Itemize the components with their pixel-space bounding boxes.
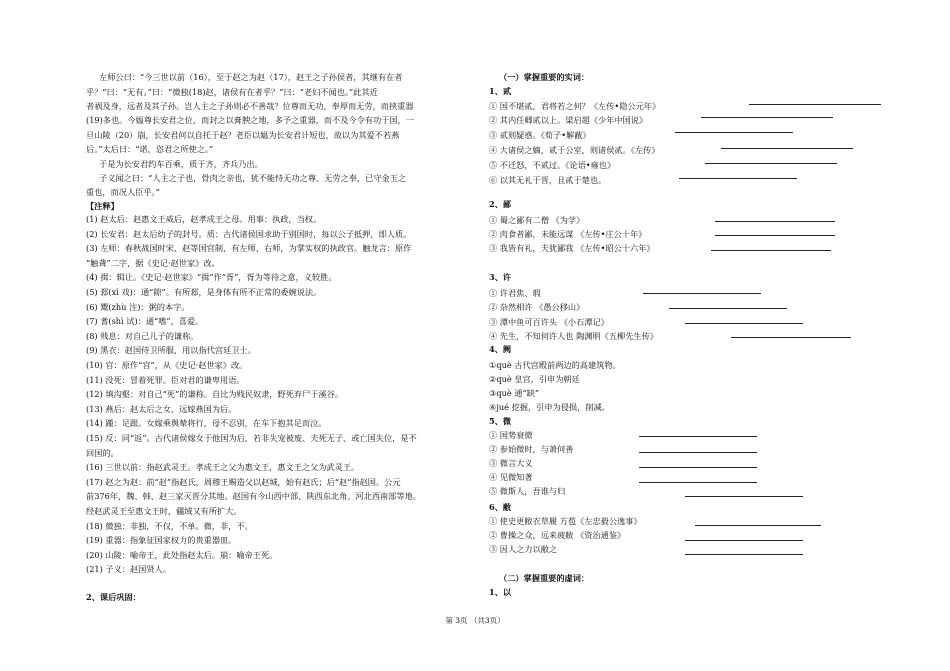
example-line: ① 蜀之鄙有二僧 《为学》 (489, 215, 585, 225)
passage-line: 乎？”曰：“无有。”曰：“微独(18)赵，诸侯有在者乎？”曰：“老妇不闻也。”此其近 (86, 87, 378, 97)
annotation-line: (19) 重器：指象征国家权力的贵重器皿。 (86, 535, 237, 546)
annotation-line: (2) 长安君：赵太后幼子的封号。质：古代诸侯国求助于别国时，每以公子抵押，即人质。 (86, 228, 412, 239)
annotation-line: (21) 子义：赵国贤人。 (86, 564, 171, 575)
answer-blank-line[interactable] (639, 452, 757, 453)
example-line: ⑤ 微斯人，吾谁与归 (489, 486, 566, 496)
answer-blank-line[interactable] (639, 467, 757, 468)
annotation-line: (3) 左师：春秋战国时宋、赵等国官制，有左师、右师，为掌实权的执政官。触龙言：原作 (86, 243, 412, 254)
annotation-line: (6) 鬻(zhù 注)：粥的本字。 (86, 301, 190, 312)
answer-blank-line[interactable] (731, 337, 851, 338)
answer-blank-line[interactable] (705, 163, 837, 164)
group-title-2: 3、许 (489, 272, 512, 282)
example-line: ③ 贰则疑惑。《荀子•解蔽》 (489, 130, 591, 140)
section-heading: （一）掌握重要的实词： (499, 72, 590, 82)
group-title-5: 6、敝 (489, 502, 512, 512)
answer-blank-line[interactable] (685, 496, 803, 497)
example-line: ① 国不堪贰，君将若之何？《左传•隐公元年》 (489, 101, 661, 111)
passage-line: 左师公曰：“今三世以前（16），至于赵之为赵（17），赵王之子孙侯者，其继有在者 (99, 72, 403, 82)
group-title-3: 4、阙 (489, 344, 512, 354)
annotation-line: 前376年，魏、韩、赵三家灭晋分其地。赵国有今山西中部、陕西东北角、河北西南部等地。 (86, 491, 421, 502)
annotation-line: (5) 郄(xì 戏)：通“隙”。有所郄，是身体有所不正常的委婉说法。 (86, 287, 322, 297)
answer-blank-line[interactable] (721, 148, 853, 149)
annotation-line: 经赵武灵王至惠文王时，疆域又有所扩大。 (86, 506, 242, 516)
annotation-line: (4) 揖：辑让。《史记·赵世家》“揖”作“胥”，胥为等待之意，义较胜。 (86, 272, 337, 283)
answer-blank-line[interactable] (639, 436, 757, 437)
answer-blank-line[interactable] (695, 525, 821, 526)
annotation-line: (15) 反：同“返”。古代诸侯嫁女于他国为后，若非失宠被废、夫死无子、或亡国失位，是不 (86, 433, 417, 443)
answer-blank-line[interactable] (685, 554, 803, 555)
group-title-1: 2、鄙 (489, 199, 512, 209)
annotation-line: (16) 三世以前：指赵武灵王。孝成王之父为惠文王，惠文王之父为武灵王。 (86, 462, 360, 473)
annotation-line: (12) 填沟壑：对自己“死”的谦称。自比为贱民奴隶，野死弃尸于溪谷。 (86, 389, 344, 400)
example-line: ④ 大诸侯之嫡，贰于公室，则诸侯贰。《左传》 (489, 145, 660, 155)
example-line: ① 使史更敝衣草履 方苞《左忠毅公逸事》 (489, 516, 642, 526)
passage-line: 于是为长安君约车百乘，质于齐，齐兵乃出。 (99, 159, 263, 169)
answer-blank-line[interactable] (685, 540, 803, 541)
example-line: ② 肉食者鄙，未能远谋 《左传•庄公十年》 (489, 229, 647, 239)
answer-blank-line[interactable] (715, 235, 835, 236)
annotation-line: (10) 官：原作“宫”，从《史记·赵世家》改。 (86, 360, 248, 370)
example-line: ② 杂然相许 《愚公移山》 (489, 302, 585, 312)
example-line: ③ 微言大义 (489, 458, 533, 468)
answer-blank-line[interactable] (679, 178, 797, 179)
annotation-line: (13) 燕后：赵太后之女，远嫁燕国为后。 (86, 403, 237, 414)
example-line: ②què 皇宫，引申为朝廷 (489, 374, 580, 384)
answer-blank-line[interactable] (675, 132, 793, 133)
example-line: ①què 古代宫殿前两边的高建筑物。 (489, 360, 621, 370)
annotation-line: (7) 耆(shì 试)：通“嗜”，喜爱。 (86, 316, 204, 327)
passage-line: 旦山陵（20）崩，长安君何以自托于赵？老臣以媪为长安君计短也，故以为其爱不若燕 (86, 130, 400, 140)
example-line: ③ 因人之力以敝之 (489, 544, 558, 554)
annotation-line: 回国的。 (86, 447, 119, 458)
annotation-line: “触聋”二字，据《史记·赵世家》改。 (86, 257, 220, 268)
answer-blank-line[interactable] (639, 482, 757, 483)
answer-blank-line[interactable] (685, 323, 803, 324)
example-line: ③ 潭中鱼可百许头 《小石潭记》 (489, 317, 609, 327)
notes-heading: 【注释】 (86, 201, 119, 211)
group-title-4: 5、微 (489, 416, 512, 426)
passage-line: (19)多也。今媪尊长安君之位，而封之以膏腴之地，多予之重器，而不及今令有功于国，一 (86, 115, 414, 125)
annotation-line: (20) 山陵：喻帝王，此处指赵太后。崩：喻帝王死。 (86, 549, 278, 560)
annotation-line: (8) 贱息：对自己儿子的谦称。 (86, 330, 199, 341)
page-footer: 第 3页 （共3页） (445, 616, 505, 625)
passage-line: 子义闻之曰：“人主之子也，骨肉之亲也，犹不能恃无功之尊、无劳之奉，已守金玉之 (99, 173, 407, 183)
example-line: ③ 我皆有礼，夫犹鄙我 《左传•昭公十六年》 (489, 243, 655, 253)
passage-line: 重也，而况人臣乎。” (86, 187, 160, 197)
example-line: ③què 通“缺” (489, 388, 540, 398)
example-line: ① 许君焦、瑕 (489, 288, 541, 298)
annotation-line: (14) 踵：足跟。女嫁乘舆辇将行，母不忍别，在车下抱其足而泣。 (86, 418, 327, 429)
example-line: ④jué 挖掘，引申为侵损，削减。 (489, 402, 610, 412)
example-line: ④ 先生，不知何许人也 陶渊明《五柳先生传》 (489, 331, 658, 341)
answer-blank-line[interactable] (715, 221, 835, 222)
example-line: ④ 见微知著 (489, 472, 533, 482)
example-line: ② 参始微时，与萧何善 (489, 444, 574, 454)
annotation-line: (1) 赵太后：赵惠文王威后，赵孝成王之母。用事：执政，当权。 (86, 214, 322, 224)
answer-blank-line[interactable] (711, 250, 831, 251)
annotation-line: (11) 没死：冒着死罪。臣对君的谦卑用语。 (86, 374, 245, 385)
answer-blank-line[interactable] (669, 308, 787, 309)
example-line: ① 国势衰微 (489, 430, 533, 440)
section-heading-2: （二）掌握重要的虚词： (499, 573, 590, 583)
example-line: ⑥ 以其无礼于晋，且贰于楚也。 (489, 175, 607, 185)
annotation-line: (9) 黑衣：赵国侍卫所服，用以指代宫廷卫士。 (86, 345, 256, 356)
answer-blank-line[interactable] (701, 117, 833, 118)
annotation-line: (18) 微独：非独，不仅，不单。微，非，不。 (86, 520, 253, 531)
annotation-line: (17) 赵之为赵：前“赵”指赵氏，周穆王赐造父以赵城，始有赵氏；后“赵”指赵国。公元 (86, 476, 401, 487)
group-title-0: 1、贰 (489, 86, 512, 96)
answer-blank-line[interactable] (643, 293, 761, 294)
example-line: ② 其内任卿贰以上。梁启超《少年中国说》 (489, 115, 648, 125)
passage-line: 后。”太后曰：“诺，恣君之所使之。” (86, 144, 214, 154)
review-heading: 2、课后巩固： (86, 592, 141, 602)
example-line: ② 曹操之众，远来疲敝 《资治通鉴》 (489, 530, 626, 540)
passage-line: 者祸及身，远者及其子孙。岂人主之子孙则必不善哉？位尊而无功，奉厚而无劳，而挟重器 (86, 101, 414, 111)
function-word-title: 1、以 (489, 587, 512, 597)
answer-blank-line[interactable] (749, 104, 881, 105)
example-line: ⑤ 不迁怒，不贰过。《论语•雍也》 (489, 160, 616, 170)
